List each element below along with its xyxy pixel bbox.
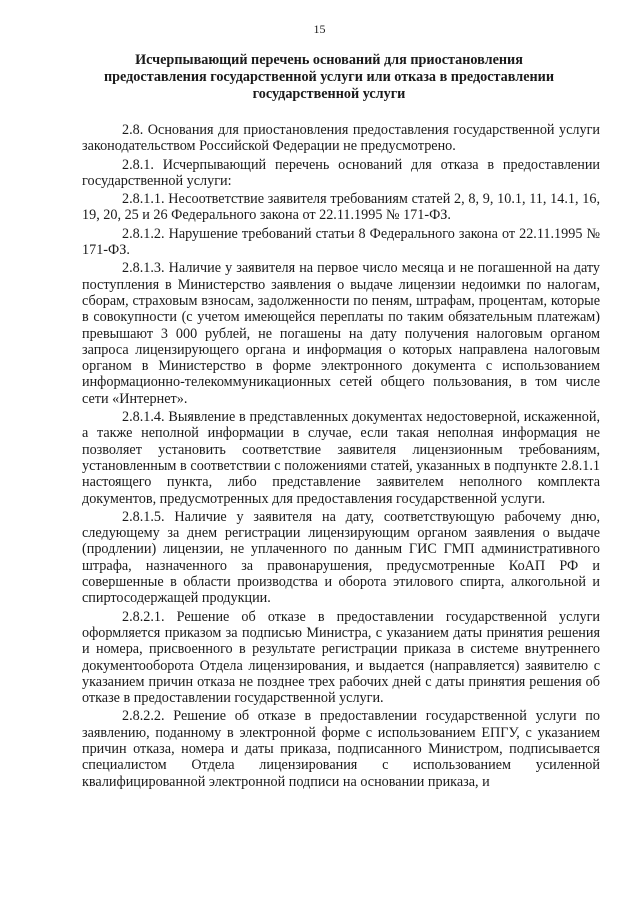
paragraph-2-8-1: 2.8.1. Исчерпывающий перечень оснований для отказа в предоставлении государственной услуги:	[82, 156, 600, 189]
paragraph-2-8-1-3: 2.8.1.3. Наличие у заявителя на первое число месяца и не погашенной на дату поступления в Министерство заявления о выдаче лицензии недоимки по налогам, сборам, страховым взносам, задолженности по пеням, штрафам, процентам, которые в совокупности (с учетом имеющейся переплаты по таким обязательным платежам) превышают 3 000 рублей, не погашены на дату получения налоговым органом запроса лицензирующего органа и информация о которых направлена налоговым органом в Министерство в форме электронного документа с использованием информационно-телекоммуникационных сетей общего пользования, в том числе сети «Интернет».	[82, 260, 600, 407]
section-heading: Исчерпывающий перечень оснований для приостановления предоставления государственной услуги или отказа в предоставлении государственной услуги	[103, 52, 555, 102]
paragraph-2-8-1-1: 2.8.1.1. Несоответствие заявителя требованиям статей 2, 8, 9, 10.1, 11, 14.1, 16, 19, 20, 25 и 26 Федерального закона от 22.11.1995 № 171-ФЗ.	[82, 191, 600, 224]
paragraph-2-8-1-2: 2.8.1.2. Нарушение требований статьи 8 Федерального закона от 22.11.1995 № 171-ФЗ.	[82, 225, 600, 259]
paragraph-2-8-2-1: 2.8.2.1. Решение об отказе в предоставлении государственной услуги оформляется приказом за подписью Министра, с указанием даты принятия решения и номера, присвоенного в результате регистрации приказа в системе внутреннего документооборота Отдела лицензирования, и выдается (направляется) заявителю с указанием причин отказа не позднее трех рабочих дней с даты принятия решения об отказе в предоставлении государственной услуги.	[82, 608, 600, 707]
paragraph-2-8-1-4: 2.8.1.4. Выявление в представленных документах недостоверной, искаженной, а также неполной информации в случае, если такая неполная информация не позволяет установить соответствие заявителя лицензионным требованиям, установленным в соответствии с положениями статей, указанных в подпункте 2.8.1.1 настоящего пункта, либо представление заявителем неполного комплекта документов, предусмотренных для предоставления государственной услуги.	[82, 409, 600, 507]
page-number: 15	[313, 22, 326, 36]
paragraph-2-8-1-5: 2.8.1.5. Наличие у заявителя на дату, соответствующую рабочему дню, следующему за днем регистрации лицензирующим органом заявления о выдаче (продлении) лицензии, не уплаченного по данным ГИС ГМП административного штрафа, назначенного за правонарушения, предусмотренные КоАП РФ и совершенные в области производства и оборота этилового спирта, алкогольной и спиртосодержащей продукции.	[82, 508, 600, 607]
paragraph-2-8: 2.8. Основания для приостановления предоставления государственной услуги законодательством Российской Федерации не предусмотрено.	[82, 122, 600, 155]
paragraph-2-8-2-2: 2.8.2.2. Решение об отказе в предоставлении государственной услуги по заявлению, поданному в электронной форме с использованием ЕПГУ, с указанием причин отказа, номера и даты приказа, подписанного Министром, подписывается специалистом Отдела лицензирования с использованием усиленной квалифицированной электронной подписи на основании приказа, и	[82, 708, 600, 790]
document-body	[82, 122, 600, 792]
